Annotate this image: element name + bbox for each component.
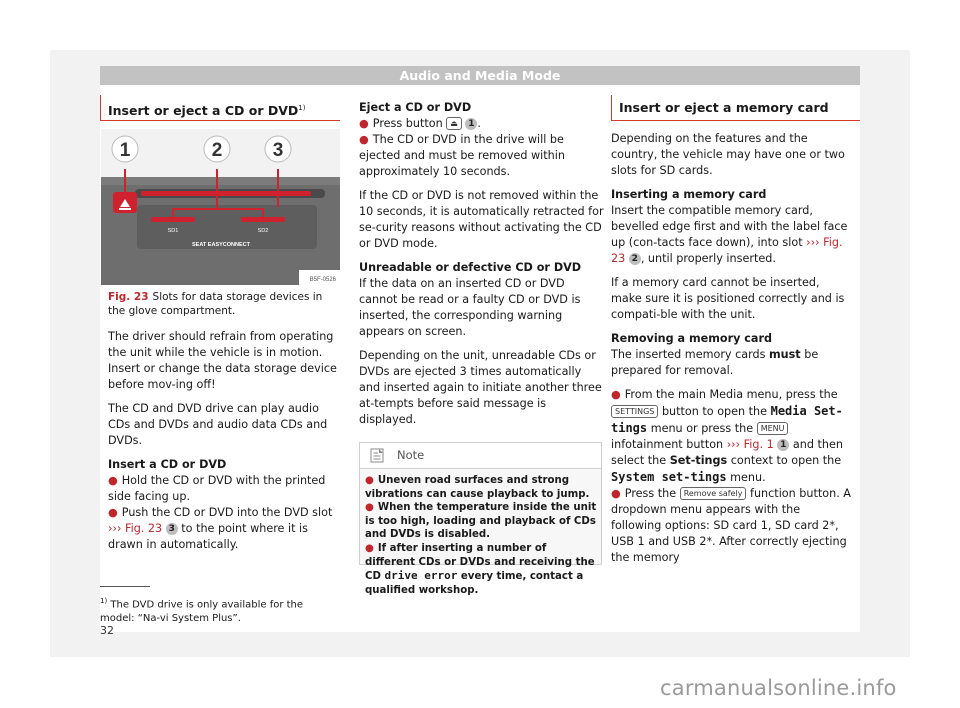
heading-marker: [611, 95, 612, 121]
callout-1: 1: [119, 140, 131, 161]
menu-key: MENU: [757, 422, 789, 435]
note-header: [360, 443, 601, 469]
slot-label-sd2: SD2: [257, 228, 269, 234]
figure-glove-compartment: [101, 129, 340, 285]
paragraph: If the data on an inserted CD or DVD cannot be read or a faulty CD or DVD is inserted, the corresponding warning appears on screen.: [359, 277, 581, 338]
note-item: ● Uneven road surfaces and strong vibrations can cause playback to jump.: [365, 475, 590, 500]
brand-label: SEAT EASYCONNECT: [192, 242, 250, 248]
subheading: Removing a memory card: [611, 332, 772, 345]
subheading: Eject a CD or DVD: [359, 101, 472, 114]
paragraph: The CD and DVD drive can play audio CDs and DVDs and audio data CDs and DVDs.: [108, 402, 328, 447]
callout-3: 3: [272, 140, 284, 161]
callout-2: 2: [211, 140, 223, 161]
remove-safely-key: Remove safely: [680, 487, 747, 500]
callout-ref-icon: 1: [465, 118, 477, 130]
bullet-item: ● Hold the CD or DVD with the printed side facing up.: [108, 474, 326, 503]
bullet-item: ● Press button ⏏ 1 .: [359, 117, 481, 130]
figure-link[interactable]: ››› Fig. 23: [108, 522, 163, 535]
callout-ref-icon: 2: [629, 253, 641, 265]
paragraph: Depending on the features and the country, the vehicle may have one or two slots for SD cards.: [611, 132, 845, 177]
footnote: $^{1)}$ The DVD drive is only available for the model: “Na-vi System Plus”.: [100, 597, 304, 625]
figure-caption: Fig. 23 Slots for data storage devices in the glove compartment.: [108, 291, 323, 317]
heading-rule: [100, 120, 340, 121]
bullet-item: ● The CD or DVD in the drive will be ejected and must be removed within approximately 10 seconds.: [359, 133, 565, 178]
subheading: Inserting a memory card: [611, 188, 767, 201]
note-item: ● If after inserting a number of different CDs or DVDs and receiving the CD drive error every time, contact a qualified workshop.: [365, 542, 595, 596]
watermark: carmanualsonline.info: [660, 676, 897, 700]
bullet-item: ● From the main Media menu, press the SETTINGS button to open the Media Set-tings menu or press the MENU infotainment button ››› Fig. 1 1 and then select the Set-tings context to open the System set-tings menu.: [611, 388, 843, 484]
paragraph: The inserted memory cards must be prepared for removal.: [611, 348, 819, 377]
subheading: Unreadable or defective CD or DVD: [359, 261, 582, 274]
note-icon: [370, 448, 386, 463]
section-header: Audio and Media Mode: [100, 66, 860, 85]
callout-ref-icon: 1: [777, 439, 789, 451]
bullet-item: ● Push the CD or DVD into the DVD slot ››› Fig. 23 3 to the point where it is drawn in automatically.: [108, 506, 333, 551]
note-item: ● When the temperature inside the unit is too high, loading and playback of CDs and DVDs is disabled.: [365, 502, 597, 541]
paragraph: Depending on the unit, unreadable CDs or DVDs are ejected 3 times automatically and inserted again to initiate another three at-tempts before said message is displayed.: [359, 349, 602, 426]
note-body: [365, 474, 597, 597]
bullet-item: ● Press the Remove safely function button. A dropdown menu appears with the following options: SD card 1, SD card 2*, USB 1 and USB 2*. After correctly ejecting the memory: [611, 487, 851, 564]
slot-label-sd1: SD1: [167, 228, 179, 234]
middle-column-body: [359, 100, 604, 428]
figure-link[interactable]: ››› Fig. 1: [726, 438, 774, 451]
section-heading-memory-card: Insert or eject a memory card: [619, 100, 829, 115]
left-column-body: [108, 329, 340, 553]
figure-code: B5F-0526: [309, 277, 336, 283]
figure-image: [101, 129, 340, 285]
callout-ref-icon: 3: [166, 523, 178, 535]
paragraph: If a memory card cannot be inserted, make sure it is positioned correctly and is compati-ble with the unit.: [611, 276, 845, 321]
heading-rule: [611, 120, 860, 121]
paragraph: Insert the compatible memory card, bevelled edge first and with the label face up (con-tacts face down), into slot ››› Fig. 23 2 , until properly inserted.: [611, 204, 848, 265]
figure-link[interactable]: ››› Fig. 23: [611, 236, 843, 265]
subheading: Insert a CD or DVD: [108, 458, 227, 471]
heading-marker: [100, 95, 101, 121]
settings-key: SETTINGS: [611, 405, 658, 418]
right-column-body: [611, 131, 851, 566]
footnote-rule: [100, 586, 150, 587]
section-heading-cd: Insert or eject a CD or DVD$^{1)}$: [108, 103, 306, 119]
paragraph: If the CD or DVD is not removed within the 10 seconds, it is automatically retracted for se-curity reasons without activating the CD or DVD mode.: [359, 189, 604, 250]
eject-icon: ⏏: [446, 117, 462, 130]
page-number: 32: [100, 624, 114, 637]
paragraph: The driver should refrain from operating the unit while the vehicle is in motion. Insert or change the data storage device before mov-ing off!: [108, 330, 337, 391]
note-box: [359, 442, 602, 596]
note-title: Note: [397, 448, 425, 462]
